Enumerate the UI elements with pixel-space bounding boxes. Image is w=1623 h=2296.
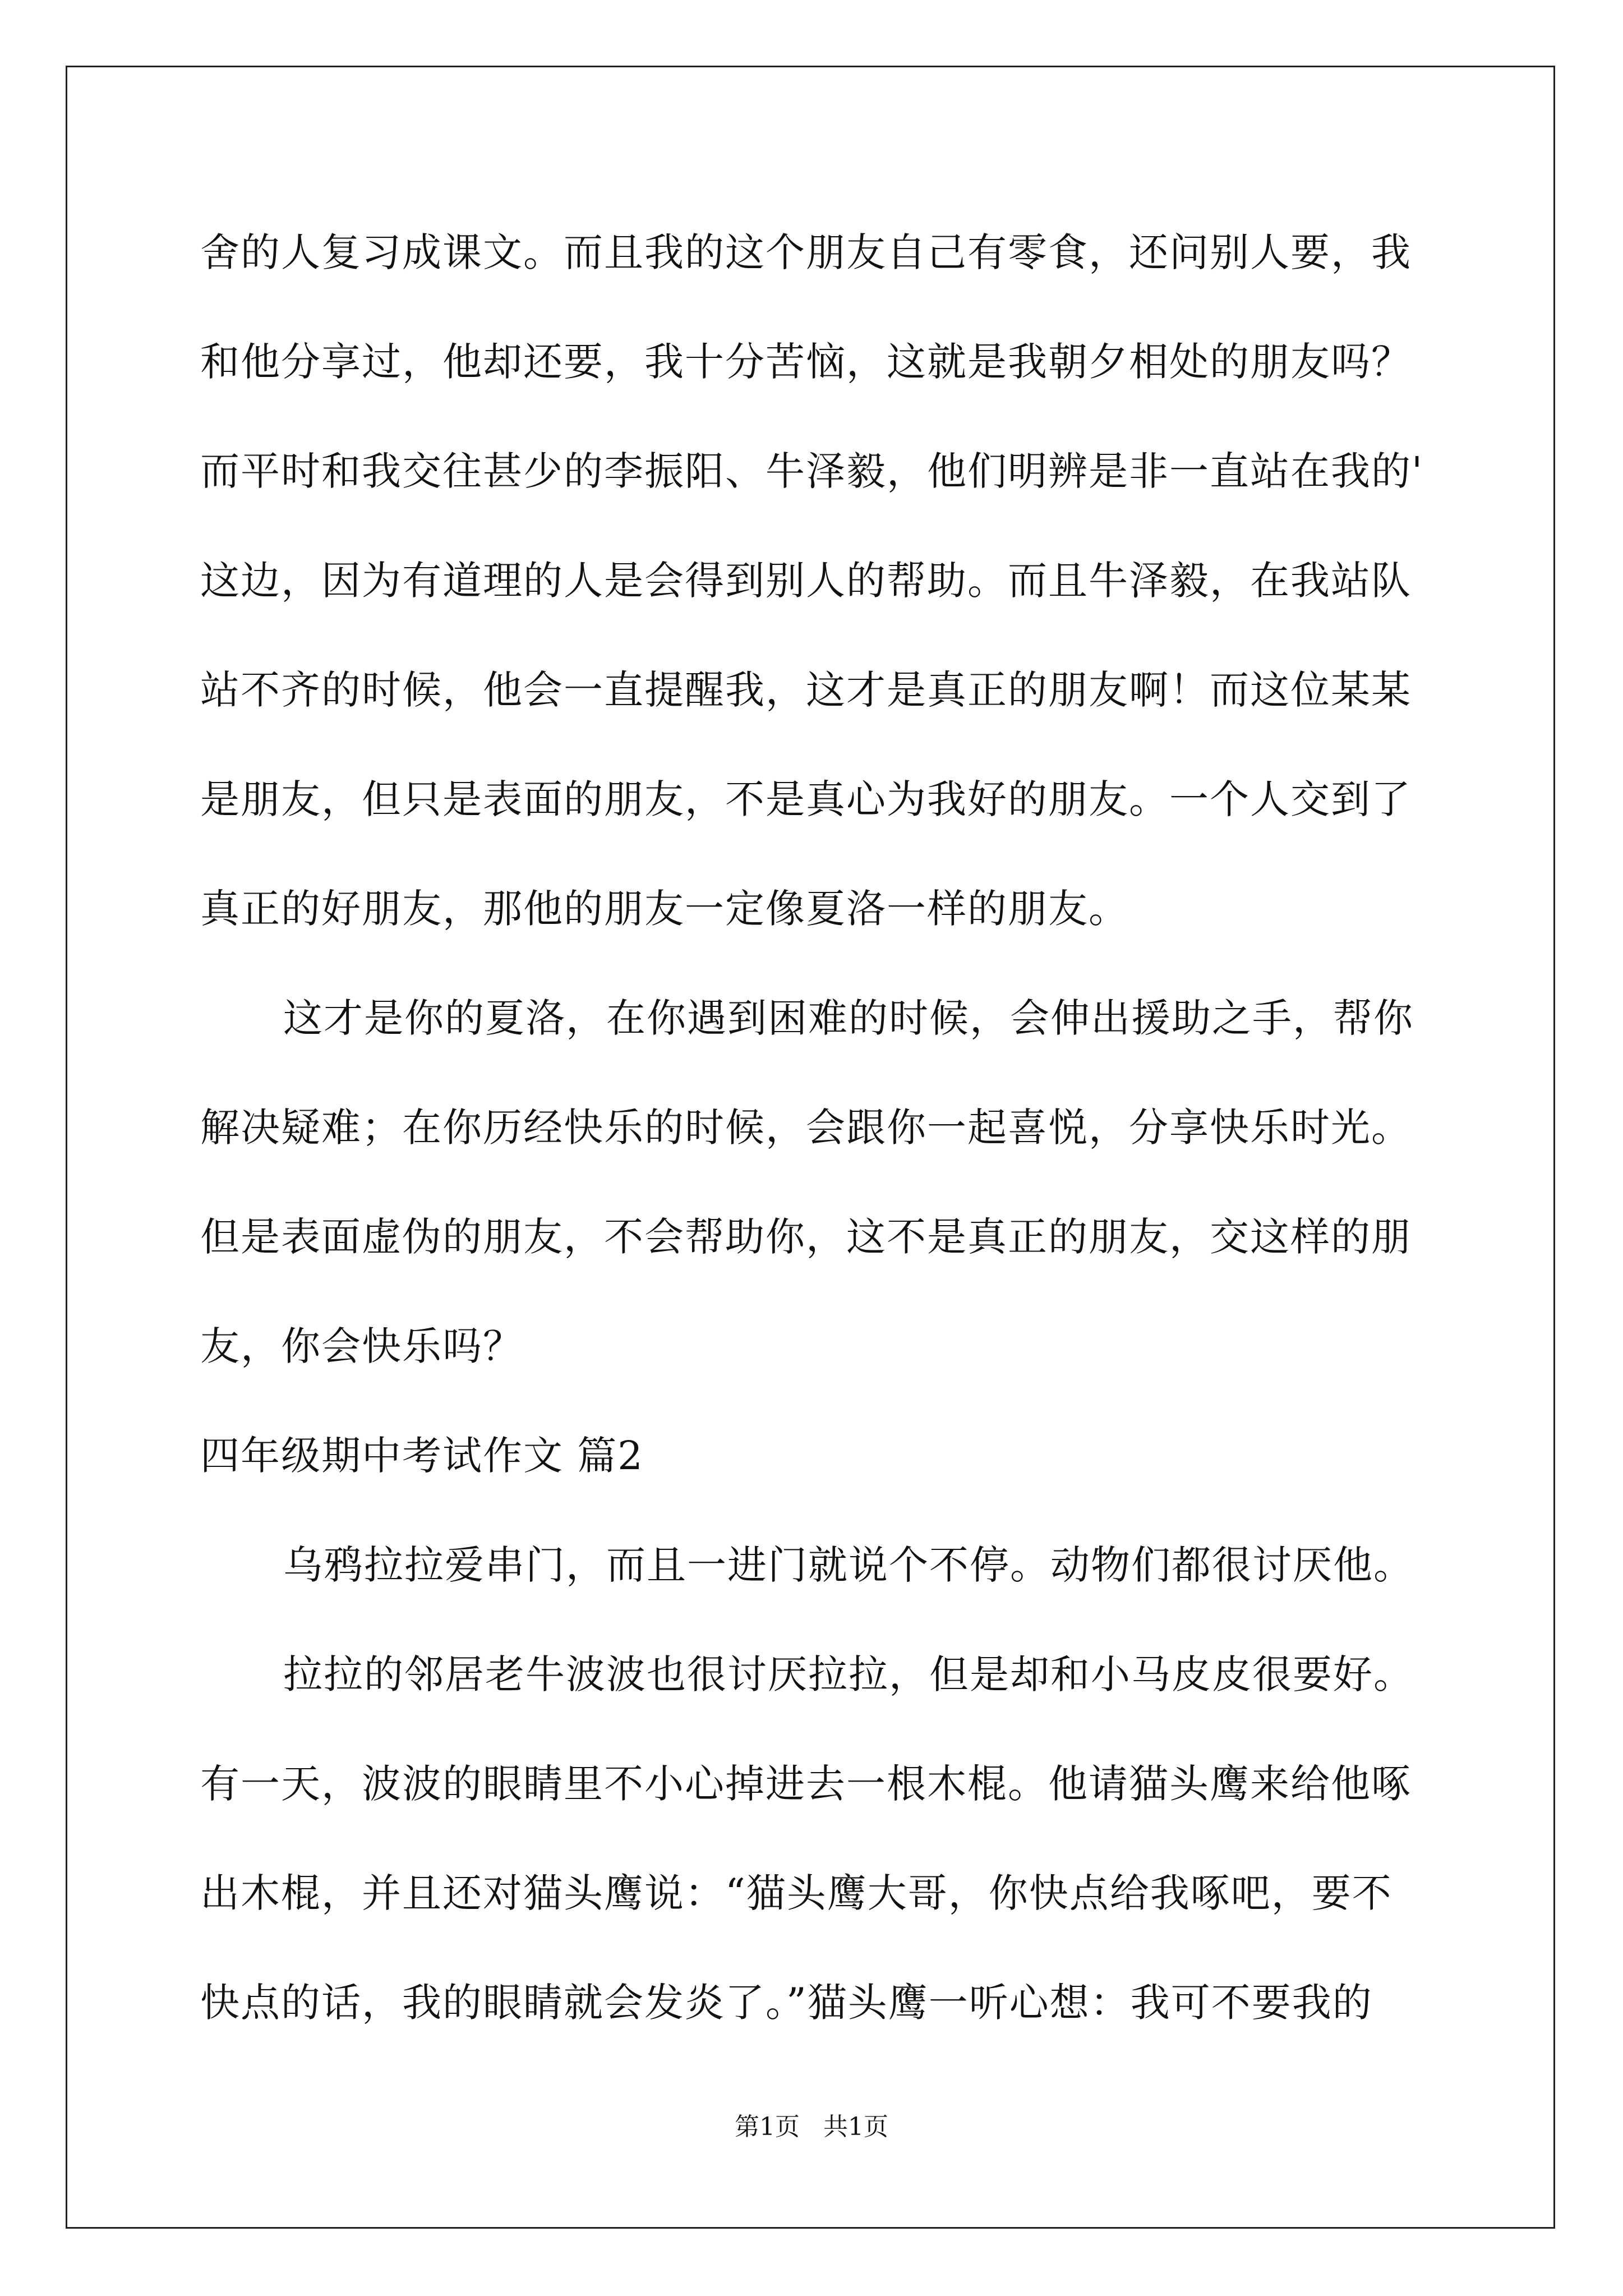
text-line: 和他分享过，他却还要，我十分苦恼，这就是我朝夕相处的朋友吗？ xyxy=(200,339,1412,385)
text-line: 真正的好朋友，那他的朋友一定像夏洛一样的朋友。 xyxy=(200,886,1129,932)
text-line: 但是表面虚伪的朋友，不会帮助你，这不是真正的朋友，交这样的朋 xyxy=(200,1214,1412,1260)
section-heading: 四年级期中考试作文 篇2 xyxy=(200,1433,644,1479)
text-line: 这边，因为有道理的人是会得到别人的帮助。而且牛泽毅，在我站队 xyxy=(200,558,1412,604)
paragraph-start-line: 拉拉的邻居老牛波波也很讨厌拉拉，但是却和小马皮皮很要好。 xyxy=(283,1651,1414,1697)
page-number-footer: 第1页 共1页 xyxy=(735,2113,888,2141)
text-line: 出木棍，并且还对猫头鹰说：“猫头鹰大哥，你快点给我啄吧，要不 xyxy=(200,1870,1393,1916)
text-line: 舍的人复习成课文。而且我的这个朋友自己有零食，还问别人要，我 xyxy=(200,229,1412,275)
text-line: 是朋友，但只是表面的朋友，不是真心为我好的朋友。一个人交到了 xyxy=(200,776,1412,822)
text-line: 快点的话，我的眼睛就会发炎了。”猫头鹰一听心想：我可不要我的 xyxy=(200,1980,1373,2026)
text-line: 友，你会快乐吗？ xyxy=(200,1323,523,1369)
paragraph-start-line: 这才是你的夏洛，在你遇到困难的时候，会伸出援助之手，帮你 xyxy=(283,995,1414,1041)
text-line: 有一天，波波的眼睛里不小心掉进去一根木棍。他请猫头鹰来给他啄 xyxy=(200,1761,1412,1807)
text-line: 而平时和我交往甚少的李振阳、牛泽毅，他们明辨是非一直站在我的' xyxy=(200,448,1424,494)
text-line: 站不齐的时候，他会一直提醒我，这才是真正的朋友啊！而这位某某 xyxy=(200,667,1412,713)
paragraph-start-line: 乌鸦拉拉爱串门，而且一进门就说个不停。动物们都很讨厌他。 xyxy=(283,1542,1414,1588)
text-line: 解决疑难；在你历经快乐的时候，会跟你一起喜悦，分享快乐时光。 xyxy=(200,1105,1412,1151)
